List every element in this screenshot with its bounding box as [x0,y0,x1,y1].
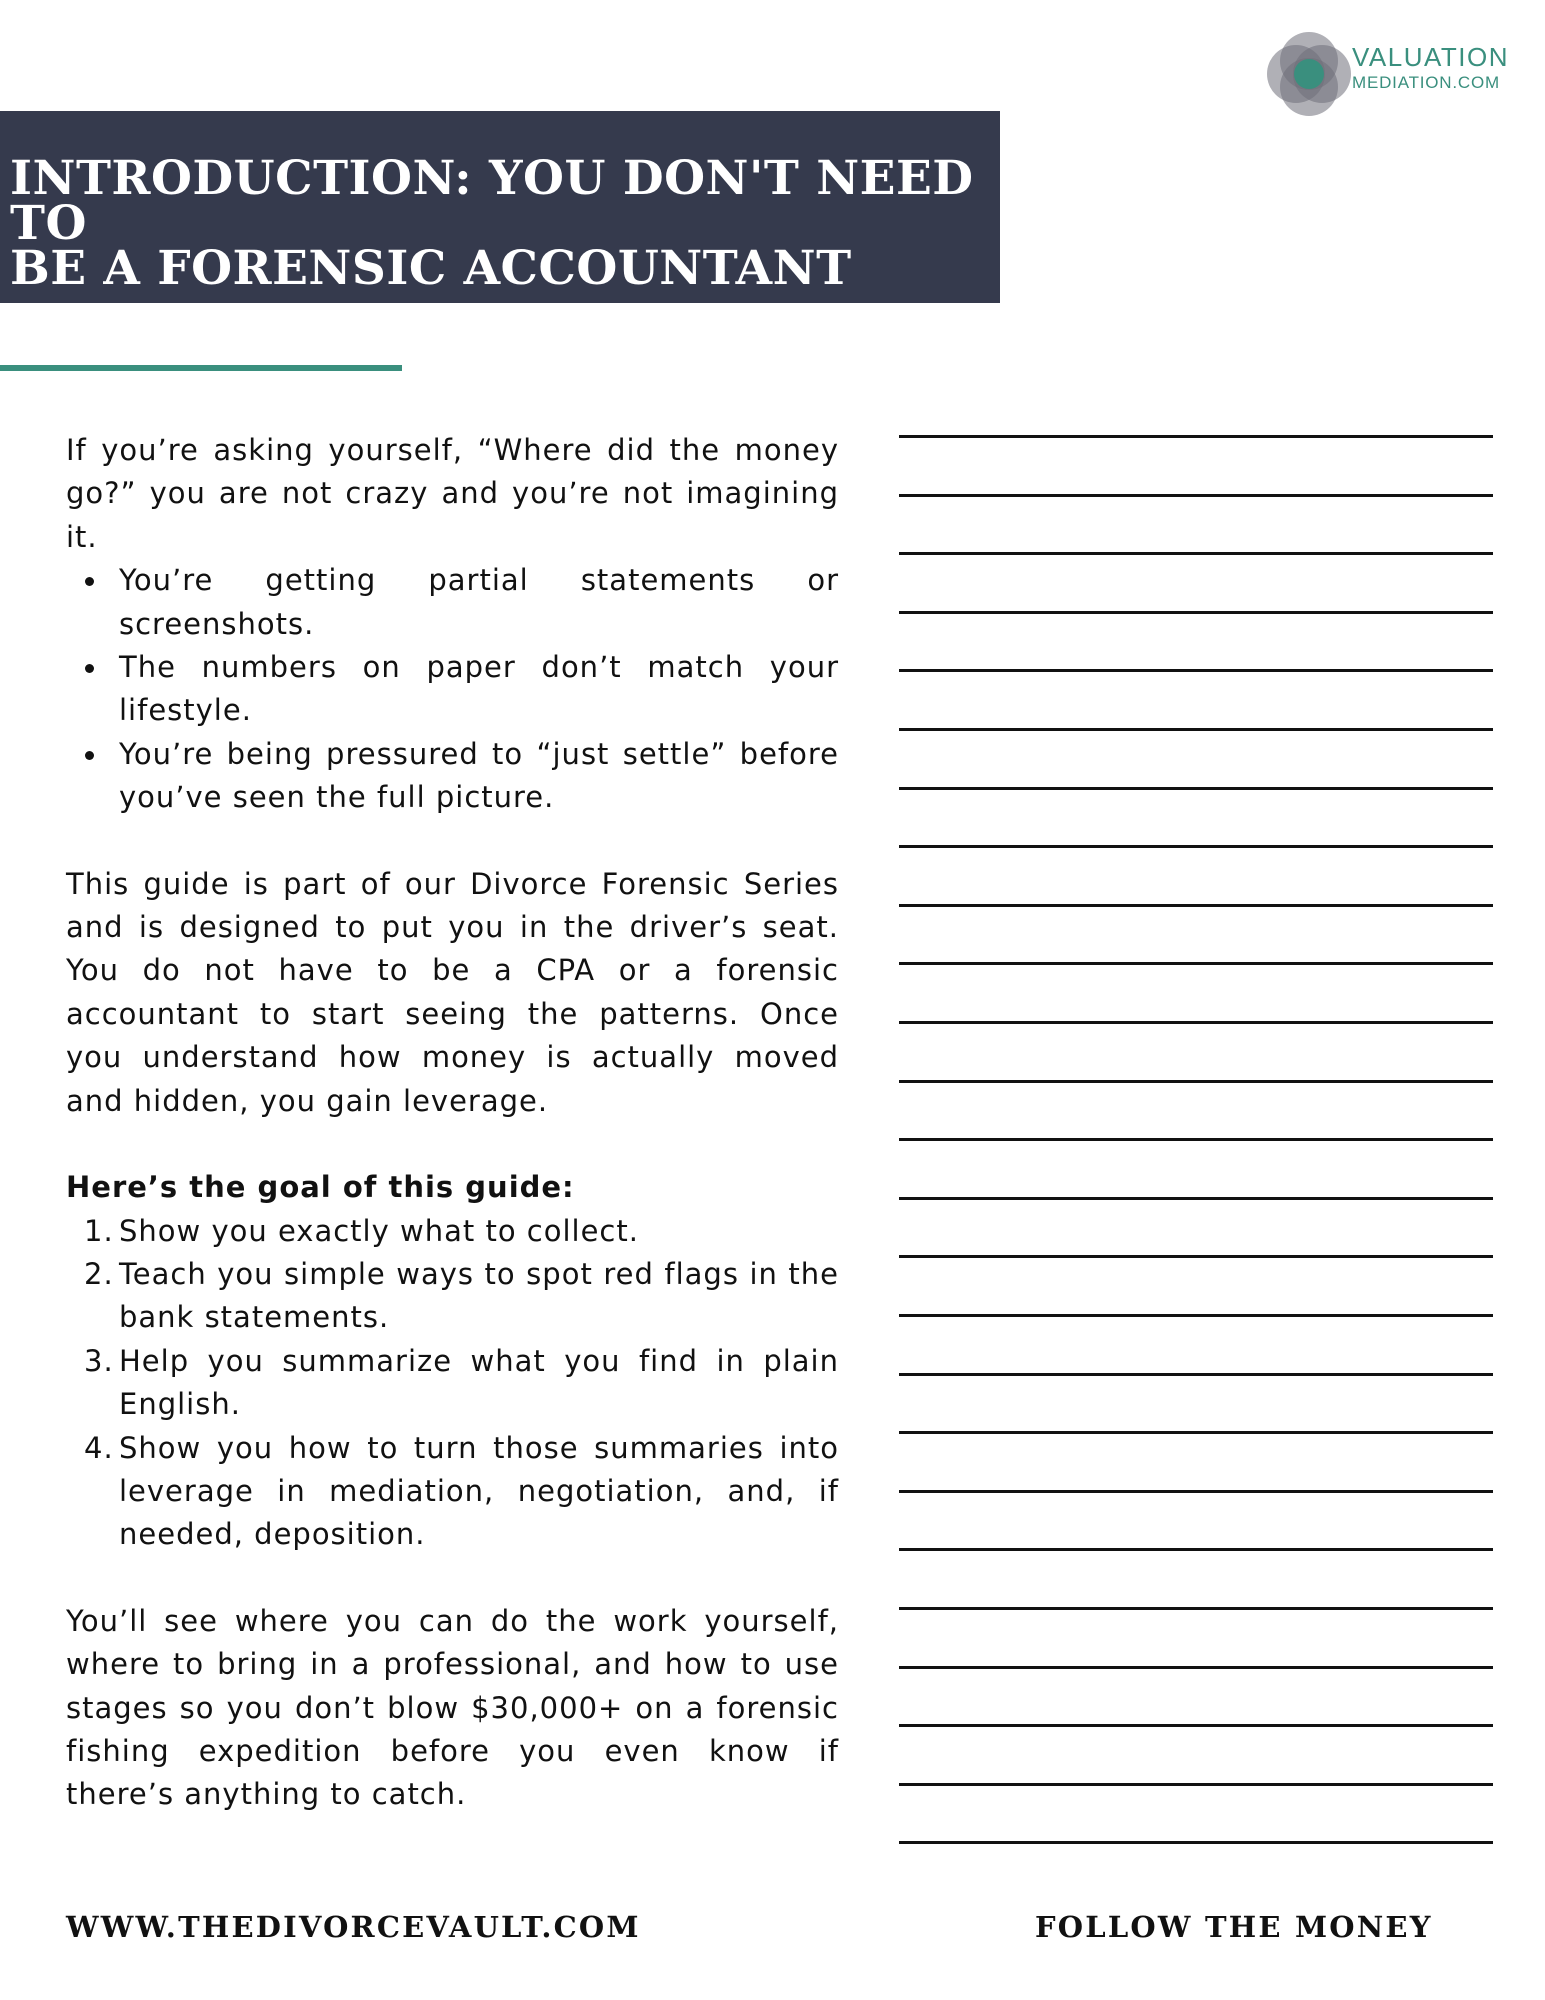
note-line [899,1783,1493,1786]
title-banner [0,111,1000,303]
list-item-text: Show you how to turn those summaries into leverage in mediation, negotiation, and, if needed, deposition. [119,1430,839,1552]
intro-bullet-list [66,559,839,819]
footer-tagline: FOLLOW THE MONEY [1035,1910,1433,1944]
logo-wordmark [1352,44,1509,91]
note-line [899,435,1493,438]
note-line [899,845,1493,848]
note-line [899,962,1493,965]
list-item-text: Teach you simple ways to spot red flags in the bank statements. [119,1256,839,1335]
brand-logo [1267,32,1527,114]
list-item: The numbers on paper don’t match your lifestyle. [66,646,839,733]
page-title-line-2: BE A FORENSIC ACCOUNTANT [10,241,852,296]
note-line [899,1314,1493,1317]
note-line [899,1197,1493,1200]
note-line [899,1666,1493,1669]
series-paragraph: This guide is part of our Divorce Forensic Series and is designed to put you in the driver’s seat. You do not have to be a CPA or a forensic accountant to start seeing the patterns. Once you understand how money is actually moved and hidden, you gain leverage. [66,866,839,1118]
logo-line-2: MEDIATION.COM [1352,73,1500,92]
note-line [899,1724,1493,1727]
list-item [66,1253,839,1340]
note-line [899,1021,1493,1024]
note-line [899,1548,1493,1551]
note-line [899,1373,1493,1376]
note-line [899,1138,1493,1141]
list-item: You’re being pressured to “just settle” before you’ve seen the full picture. [66,733,839,820]
note-line [899,1080,1493,1083]
note-line [899,552,1493,555]
list-item-text: Help you summarize what you find in plain English. [119,1343,839,1422]
intro-paragraph: If you’re asking yourself, “Where did the money go?” you are not crazy and you’re not imagining it. [66,433,839,554]
goals-heading: Here’s the goal of this guide: [66,1170,575,1205]
list-item [66,1210,839,1253]
logo-circles-icon [1267,32,1351,116]
note-line [899,611,1493,614]
note-line [899,1490,1493,1493]
note-line [899,787,1493,790]
note-line [899,1431,1493,1434]
page-title-line-1: INTRODUCTION: YOU DON'T NEED TO [10,151,974,251]
list-item [66,1427,839,1557]
note-line [899,728,1493,731]
note-line [899,904,1493,907]
body-column [66,429,839,1817]
footer-website: WWW.THEDIVORCEVAULT.COM [66,1910,641,1944]
goals-numbered-list [66,1210,839,1557]
list-number: 3. [84,1343,114,1378]
closing-paragraph: You’ll see where you can do the work yourself, where to bring in a professional, and how to use stages so you don’t blow $30,000+ on a forensic fishing expedition before you even know if there’s anything to catch. [66,1603,839,1812]
list-number: 1. [84,1213,114,1248]
note-line [899,1607,1493,1610]
list-item: You’re getting partial statements or screenshots. [66,559,839,646]
note-line [899,669,1493,672]
page-title [10,151,1000,296]
note-line [899,1841,1493,1844]
list-item [66,1340,839,1427]
list-item-text: Show you exactly what to collect. [119,1213,639,1248]
logo-line-1: VALUATION [1352,42,1510,72]
note-line [899,1255,1493,1258]
note-line [899,494,1493,497]
accent-divider [0,365,402,371]
list-number: 4. [84,1430,114,1465]
list-number: 2. [84,1256,114,1291]
